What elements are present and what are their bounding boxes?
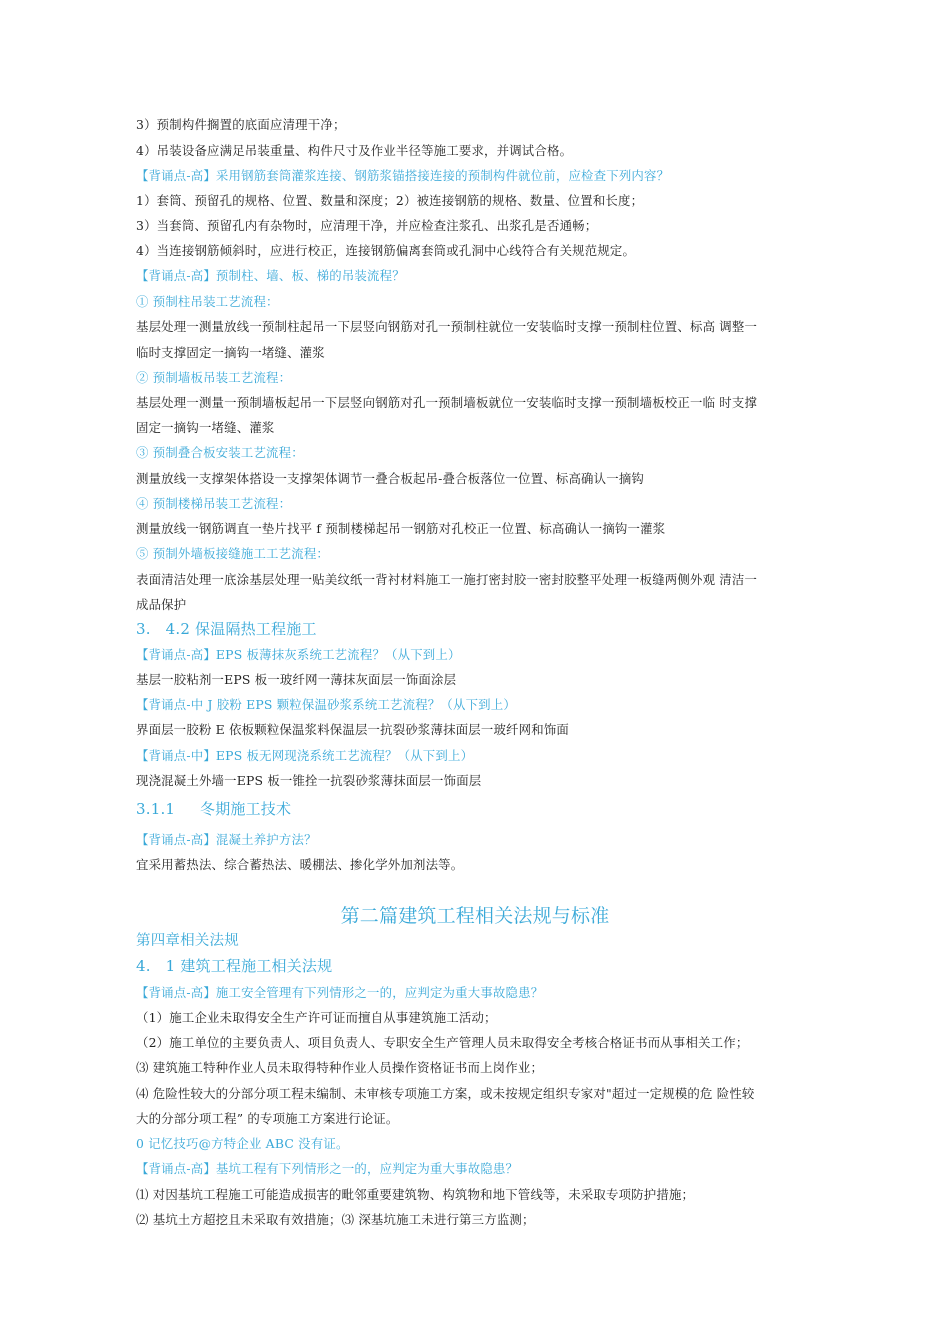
text-line: 现浇混凝土外墙一EPS 板一锥拴一抗裂砂浆薄抹面层一饰面层 bbox=[136, 773, 482, 788]
subsection-label: ③ 预制叠合板安装工艺流程： bbox=[136, 445, 304, 460]
section-heading: 3. 4.2 保温隔热工程施工 bbox=[136, 620, 317, 638]
text-line: 固定一摘钩一堵缝、灌浆 bbox=[136, 420, 275, 435]
text-line: ⑶ 建筑施工特种作业人员未取得特种作业人员操作资格证书而上岗作业； bbox=[136, 1060, 544, 1075]
text-line: 临时支撑固定一摘钩一堵缝、灌浆 bbox=[136, 345, 325, 360]
section-heading: 3.1.1 冬期施工技术 bbox=[136, 800, 292, 818]
recite-point-line: 【背诵点-高】采用钢筋套筒灌浆连接、钢筋浆锚搭接连接的预制构件就位前，应检查下列内容？ bbox=[136, 168, 670, 183]
text-line: 1）套筒、预留孔的规格、位置、数量和深度；2）被连接钢筋的规格、数量、位置和长度； bbox=[136, 193, 644, 208]
recite-point-line: 【背诵点-高】预制柱、墙、板、梯的吊装流程？ bbox=[136, 268, 405, 283]
text-line: （1）施工企业未取得安全生产许可证而擅自从事建筑施工活动； bbox=[136, 1010, 497, 1025]
text-line: 宜采用蓄热法、综合蓄热法、暖棚法、掺化学外加剂法等。 bbox=[136, 857, 464, 872]
section-heading: 4. 1 建筑工程施工相关法规 bbox=[136, 957, 333, 975]
part-title: 第二篇建筑工程相关法规与标准 bbox=[340, 905, 610, 927]
text-line: ⑵ 基坑土方超挖且未采取有效措施；⑶ 深基坑施工未进行第三方监测； bbox=[136, 1212, 535, 1227]
text-line: 3）预制构件搁置的底面应清理干净； bbox=[136, 117, 346, 132]
text-line: 表面清洁处理一底涂基层处理一贴美纹纸一背衬材料施工一施打密封胶一密封胶整平处理一板缝两侧外观 清洁一 bbox=[136, 572, 758, 587]
chapter-title: 第四章相关法规 bbox=[136, 933, 239, 949]
text-line: 基层处理一测量放线一预制柱起吊一下层竖向钢筋对孔一预制柱就位一安装临时支撑一预制柱位置、标高 调整一 bbox=[136, 319, 758, 334]
text-line: 4）吊装设备应满足吊装重量、构件尺寸及作业半径等施工要求，并调试合格。 bbox=[136, 143, 573, 158]
text-line: 测量放线一钢筋调直一垫片找平 f 预制楼梯起吊一钢筋对孔校正一位置、标高确认一摘钩一灌浆 bbox=[136, 521, 666, 536]
recite-point-line: 【背诵点-中 J 胶粉 EPS 颗粒保温砂浆系统工艺流程？（从下到上） bbox=[136, 697, 516, 712]
text-line: ⑷ 危险性较大的分部分项工程未编制、未审核专项施工方案，或未按规定组织专家对"超过一定规模的危 险性较 bbox=[136, 1086, 755, 1101]
memory-tip-line: 0 记忆技巧@方特企业 ABC 没有证。 bbox=[136, 1136, 349, 1151]
subsection-label: ⑤ 预制外墙板接缝施工工艺流程： bbox=[136, 546, 329, 561]
recite-point-line: 【背诵点-高】基坑工程有下列情形之一的，应判定为重大事故隐患？ bbox=[136, 1161, 519, 1176]
text-line: （2）施工单位的主要负责人、项目负责人、专职安全生产管理人员未取得安全考核合格证书而从事相关工作； bbox=[136, 1035, 749, 1050]
subsection-label: ② 预制墙板吊装工艺流程： bbox=[136, 370, 292, 385]
text-line: 3）当套筒、预留孔内有杂物时，应清理干净，并应检查注浆孔、出浆孔是否通畅； bbox=[136, 218, 598, 233]
text-line: 基层处理一测量一预制墙板起吊一下层竖向钢筋对孔一预制墙板就位一安装临时支撑一预制墙板校正一临 时支撑 bbox=[136, 395, 758, 410]
text-line: 4）当连接钢筋倾斜时，应进行校正，连接钢筋偏离套筒或孔洞中心线符合有关规范规定。 bbox=[136, 243, 636, 258]
recite-point-line: 【背诵点-高】混凝土养护方法？ bbox=[136, 832, 317, 847]
text-line: 大的分部分项工程” 的专项施工方案进行论证。 bbox=[136, 1111, 399, 1126]
text-line: ⑴ 对因基坑工程施工可能造成损害的毗邻重要建筑物、构筑物和地下管线等，未采取专项防护措施； bbox=[136, 1187, 695, 1202]
recite-point-line: 【背诵点-高】施工安全管理有下列情形之一的，应判定为重大事故隐患？ bbox=[136, 985, 544, 1000]
subsection-label: ① 预制柱吊装工艺流程： bbox=[136, 294, 279, 309]
recite-point-line: 【背诵点-中】EPS 板无网现浇系统工艺流程？（从下到上） bbox=[136, 748, 474, 763]
text-line: 界面层一胶粉 E 依板颗粒保温浆料保温层一抗裂砂浆薄抹面层一玻纤网和饰面 bbox=[136, 722, 570, 737]
text-line: 基层一胶粘剂一EPS 板一玻纤网一薄抹灰面层一饰面涂层 bbox=[136, 672, 457, 687]
text-line: 成品保护 bbox=[136, 597, 187, 612]
text-line: 测量放线一支撑架体搭设一支撑架体调节一叠合板起吊-叠合板落位一位置、标高确认一摘钩 bbox=[136, 471, 645, 486]
subsection-label: ④ 预制楼梯吊装工艺流程： bbox=[136, 496, 292, 511]
recite-point-line: 【背诵点-高】EPS 板薄抹灰系统工艺流程？（从下到上） bbox=[136, 647, 461, 662]
